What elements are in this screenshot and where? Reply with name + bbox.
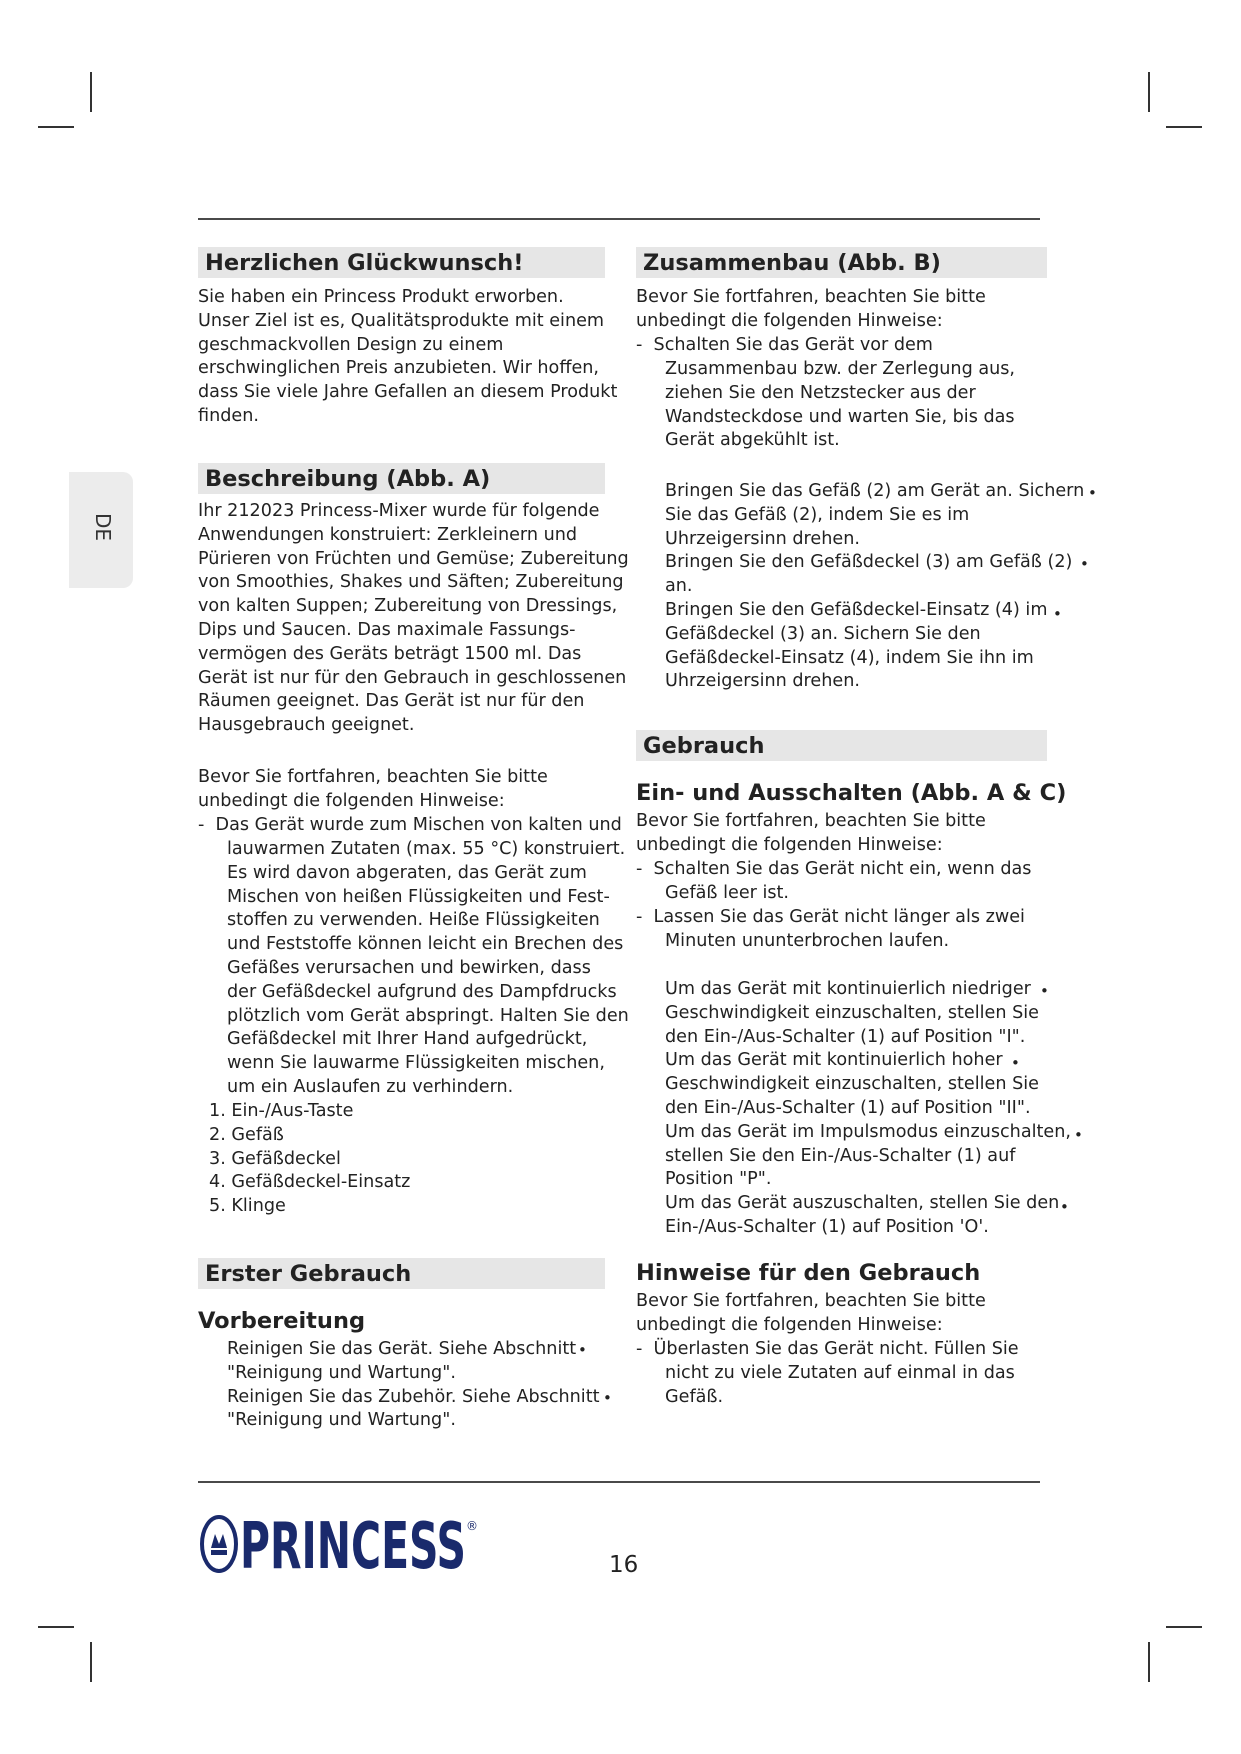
heading-congratulations: Herzlichen Glückwunsch! <box>198 247 605 278</box>
text-line: 3. Gefäßdeckel <box>209 1148 341 1169</box>
dash-text: Überlasten Sie das Gerät nicht. Füllen Sie <box>653 1339 1019 1359</box>
on-off-dash-item <box>636 858 1031 882</box>
text-line: unbedingt die folgenden Hinweise: <box>636 310 943 331</box>
text-line: Bringen Sie den Gefäßdeckel (3) am Gefäß (2) <box>665 552 1073 573</box>
text-line: Gerät abgekühlt ist. <box>665 430 840 451</box>
text-line: 1. Ein-/Aus-Taste <box>209 1101 354 1121</box>
dash-marker: - <box>198 815 216 835</box>
text-line: Zusammenbau bzw. der Zerlegung aus, <box>665 359 1016 379</box>
dash-marker: - <box>636 859 654 879</box>
safety-dash-item <box>198 814 622 838</box>
text-line: Wandsteckdose und warten Sie, bis das <box>665 406 1015 427</box>
on-off-dash-item <box>636 906 1025 930</box>
description-paragraph <box>198 500 629 738</box>
text-line: Sie das Gefäß (2), indem Sie es im <box>665 504 970 525</box>
text-line: "Reinigung und Wartung". <box>227 1410 456 1431</box>
text-line: Bevor Sie fortfahren, beachten Sie bitte <box>636 811 986 831</box>
text-line: stellen Sie den Ein-/Aus-Schalter (1) auf <box>665 1145 1016 1166</box>
text-line: den Ein-/Aus-Schalter (1) auf Position "II". <box>665 1097 1031 1118</box>
text-line: Sie haben ein Princess Produkt erworben. <box>198 287 564 307</box>
bullet-icon: • <box>1060 1198 1069 1216</box>
bullet-icon: • <box>578 1341 587 1359</box>
text-line: Gefäß leer ist. <box>665 883 790 903</box>
text-line: plötzlich vom Gerät abspringt. Halten Sie den <box>227 1005 629 1026</box>
on-off-dash-continued <box>665 882 789 906</box>
text-line: unbedingt die folgenden Hinweise: <box>198 790 505 811</box>
on-off-dash-continued <box>665 930 949 954</box>
text-line: Gerät ist nur für den Gebrauch in geschlossenen <box>198 667 627 688</box>
assembly-intro <box>636 286 986 334</box>
text-line: Um das Gerät mit kontinuierlich niedriger <box>665 979 1031 999</box>
top-rule <box>198 218 1040 220</box>
preparation-list <box>227 1338 600 1433</box>
text-line: Pürieren von Früchten und Gemüse; Zubereitung <box>198 548 629 569</box>
text-line: Uhrzeigersinn drehen. <box>665 528 860 549</box>
text-line: Ihr 212023 Princess-Mixer wurde für folgende <box>198 501 600 521</box>
subheading-preparation: Vorbereitung <box>198 1308 366 1334</box>
bullet-icon: • <box>1074 1126 1083 1144</box>
on-off-intro <box>636 810 986 858</box>
text-line: stoffen zu verwenden. Heiße Flüssigkeiten <box>227 910 600 931</box>
usage-notes-dash-item <box>636 1338 1019 1362</box>
text-line: an. <box>665 576 693 597</box>
crop-mark <box>38 126 74 128</box>
bottom-rule <box>198 1481 1040 1483</box>
text-line: Bevor Sie fortfahren, beachten Sie bitte <box>636 287 986 307</box>
text-line: Um das Gerät im Impulsmodus einzuschalten, <box>665 1121 1071 1142</box>
text-line: Dips und Saucen. Das maximale Fassungs- <box>198 619 576 640</box>
usage-notes-dash-continued <box>665 1362 1015 1410</box>
text-line: Minuten ununterbrochen laufen. <box>665 931 950 951</box>
text-line: Gefäßdeckel mit Ihrer Hand aufgedrückt, <box>227 1029 588 1050</box>
text-line: erschwinglichen Preis anzubieten. Wir hoffen, <box>198 358 600 379</box>
heading-usage: Gebrauch <box>636 730 1047 761</box>
assembly-dash-continued <box>665 358 1015 453</box>
bullet-icon: • <box>1011 1054 1020 1072</box>
text-line: den Ein-/Aus-Schalter (1) auf Position "I". <box>665 1026 1026 1047</box>
text-line: 2. Gefäß <box>209 1124 284 1145</box>
assembly-steps <box>665 480 1084 694</box>
text-line: lauwarmen Zutaten (max. 55 °C) konstruiert. <box>227 839 626 859</box>
text-line: Räumen geeignet. Das Gerät ist nur für den <box>198 691 585 712</box>
text-line: und Feststoffe können leicht ein Brechen des <box>227 934 624 955</box>
text-line: Bringen Sie den Gefäßdeckel-Einsatz (4) im <box>665 599 1048 620</box>
usage-steps <box>665 978 1071 1240</box>
text-line: ziehen Sie den Netzstecker aus der <box>665 382 976 403</box>
text-line: Geschwindigkeit einzuschalten, stellen Sie <box>665 1074 1039 1095</box>
text-line: finden. <box>198 405 259 426</box>
usage-notes-intro <box>636 1290 986 1338</box>
heading-description: Beschreibung (Abb. A) <box>198 463 605 494</box>
bullet-icon: • <box>1053 605 1062 623</box>
princess-logo <box>198 1508 478 1578</box>
text-line: Uhrzeigersinn drehen. <box>665 671 860 692</box>
text-line: unbedingt die folgenden Hinweise: <box>636 1314 943 1335</box>
page-number: 16 <box>609 1552 639 1578</box>
text-line: Bevor Sie fortfahren, beachten Sie bitte <box>198 767 548 787</box>
text-line: 5. Klinge <box>209 1196 286 1217</box>
text-line: Um das Gerät mit kontinuierlich hoher <box>665 1050 1003 1071</box>
crown-emblem-icon <box>202 1517 236 1571</box>
crop-mark <box>90 72 92 112</box>
dash-text: Schalten Sie das Gerät vor dem <box>653 335 933 355</box>
language-tab-label: DE <box>91 513 115 542</box>
text-line: Unser Ziel ist es, Qualitätsprodukte mit einem <box>198 310 605 331</box>
heading-assembly: Zusammenbau (Abb. B) <box>636 247 1047 278</box>
text-line: wenn Sie lauwarme Flüssigkeiten mischen, <box>227 1053 605 1074</box>
text-line: geschmackvollen Design zu einem <box>198 334 504 355</box>
crop-mark <box>1148 1642 1150 1682</box>
text-line: dass Sie viele Jahre Gefallen an diesem Produkt <box>198 382 618 403</box>
safety-intro <box>198 766 548 814</box>
bullet-icon: • <box>1088 484 1097 502</box>
text-line: Bringen Sie das Gefäß (2) am Gerät an. Sichern <box>665 481 1085 501</box>
text-line: von Smoothies, Shakes und Säften; Zubereitung <box>198 572 624 593</box>
safety-dash-continued <box>227 838 629 1100</box>
crop-mark <box>1166 126 1202 128</box>
text-line: Geschwindigkeit einzuschalten, stellen Sie <box>665 1002 1039 1023</box>
text-line: unbedingt die folgenden Hinweise: <box>636 834 943 855</box>
text-line: "Reinigung und Wartung". <box>227 1362 456 1383</box>
text-line: Anwendungen konstruiert: Zerkleinern und <box>198 524 578 545</box>
brand-wordmark: PRINCESS <box>240 1510 466 1578</box>
bullet-icon: • <box>603 1389 612 1407</box>
dash-marker: - <box>636 1339 654 1359</box>
intro-paragraph <box>198 286 617 429</box>
text-line: Gefäßes verursachen und bewirken, dass <box>227 957 591 978</box>
text-line: Reinigen Sie das Zubehör. Siehe Abschnitt <box>227 1386 600 1407</box>
bullet-icon: • <box>1080 555 1089 573</box>
text-line: Reinigen Sie das Gerät. Siehe Abschnitt <box>227 1339 577 1359</box>
language-tab <box>69 472 133 588</box>
text-line: vermögen des Geräts beträgt 1500 ml. Das <box>198 643 582 664</box>
bullet-icon: • <box>1040 982 1049 1000</box>
text-line: Position "P". <box>665 1169 772 1190</box>
text-line: Gefäßdeckel (3) an. Sichern Sie den <box>665 623 981 644</box>
dash-text: Schalten Sie das Gerät nicht ein, wenn das <box>653 859 1032 879</box>
text-line: nicht zu viele Zutaten auf einmal in das <box>665 1363 1015 1383</box>
registered-mark-icon: ® <box>466 1519 478 1533</box>
crop-mark <box>38 1626 74 1628</box>
dash-marker: - <box>636 335 654 355</box>
parts-list <box>209 1100 410 1219</box>
crop-mark <box>1166 1626 1202 1628</box>
subheading-on-off: Ein- und Ausschalten (Abb. A & C) <box>636 780 1067 806</box>
text-line: Gefäß. <box>665 1386 724 1407</box>
heading-first-use: Erster Gebrauch <box>198 1258 605 1289</box>
text-line: um ein Auslaufen zu verhindern. <box>227 1076 514 1097</box>
crop-mark <box>1148 72 1150 112</box>
text-line: Um das Gerät auszuschalten, stellen Sie den <box>665 1193 1060 1214</box>
dash-marker: - <box>636 907 654 927</box>
text-line: Bevor Sie fortfahren, beachten Sie bitte <box>636 1291 986 1311</box>
dash-text: Das Gerät wurde zum Mischen von kalten und <box>215 815 622 835</box>
text-line: der Gefäßdeckel aufgrund des Dampfdrucks <box>227 981 617 1002</box>
text-line: 4. Gefäßdeckel-Einsatz <box>209 1172 411 1193</box>
crop-mark <box>90 1642 92 1682</box>
dash-text: Lassen Sie das Gerät nicht länger als zwei <box>653 907 1025 927</box>
text-line: Es wird davon abgeraten, das Gerät zum <box>227 862 587 883</box>
text-line: von kalten Suppen; Zubereitung von Dressings, <box>198 596 618 617</box>
text-line: Mischen von heißen Flüssigkeiten und Fest- <box>227 886 610 907</box>
subheading-usage-notes: Hinweise für den Gebrauch <box>636 1260 981 1286</box>
text-line: Ein-/Aus-Schalter (1) auf Position 'O'. <box>665 1216 989 1237</box>
assembly-dash-item <box>636 334 933 358</box>
text-line: Hausgebrauch geeignet. <box>198 715 415 736</box>
text-line: Gefäßdeckel-Einsatz (4), indem Sie ihn im <box>665 647 1034 668</box>
